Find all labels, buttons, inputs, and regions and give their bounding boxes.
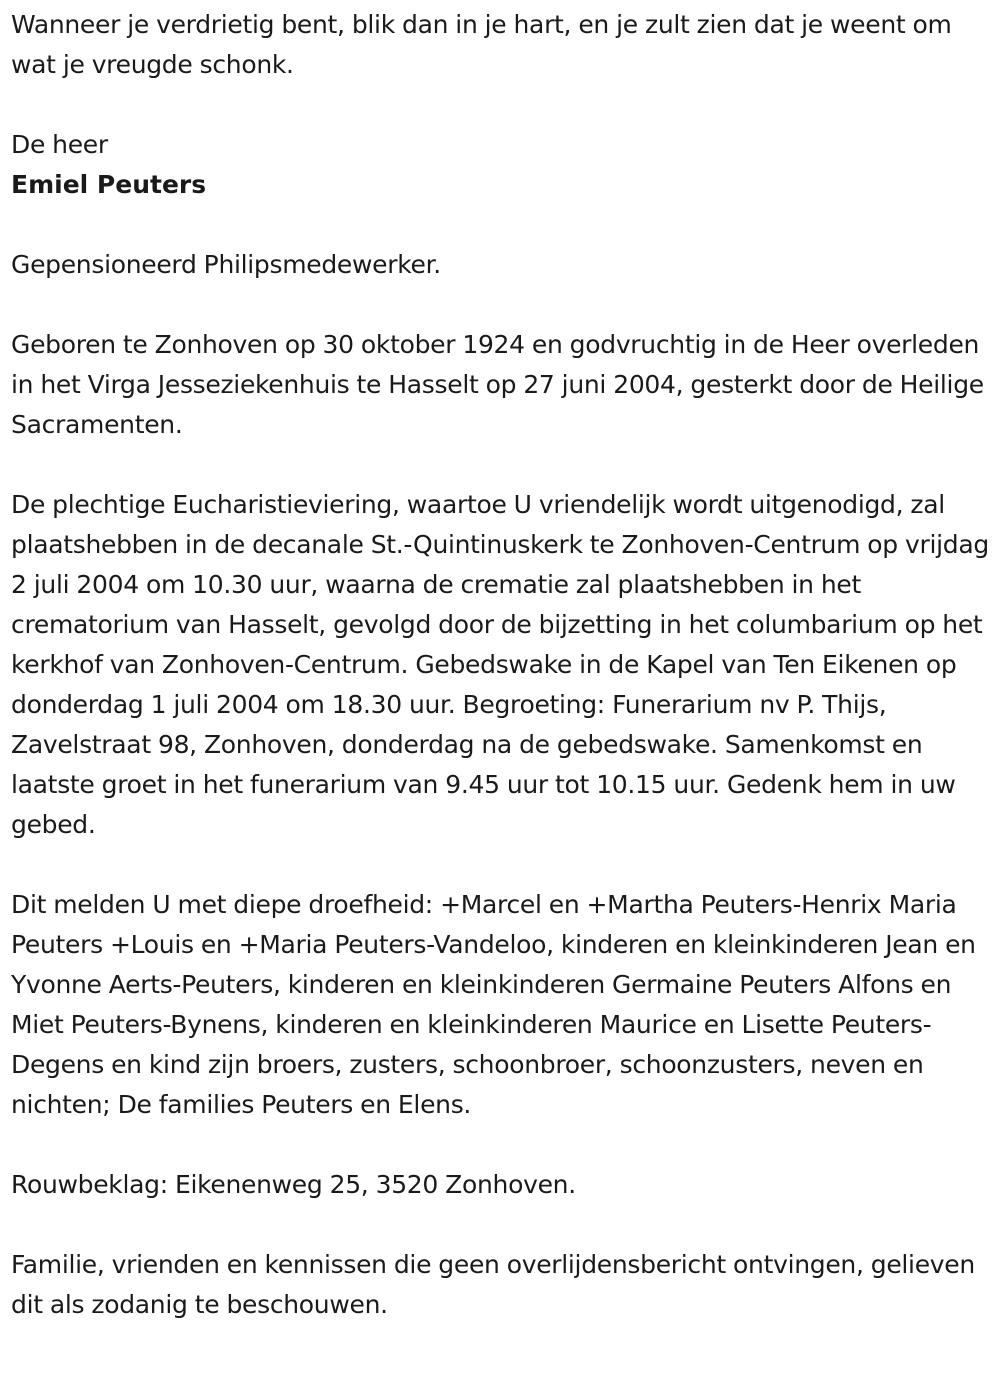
occupation: Gepensioneerd Philipsmedewerker. [11, 250, 441, 279]
ceremony-paragraph: De plechtige Eucharistieviering, waartoe U vriendelijk wordt uitgenodigd, zal plaatshebben in de decanale St.-Quintinuskerk te Zonhoven-Centrum op vrijdag 2 juli 2004 om 10.30 uur, waarna de crematie zal plaatshebben in het crematorium van Hasselt, gevolgd door de bijzetting in het columbarium op het kerkhof van Zonhoven-Centrum. Gebedswake in de Kapel van Ten Eikenen op donderdag 1 juli 2004 om 18.30 uur. Begroeting: Funerarium nv P. Thijs, Zavelstraat 98, Zonhoven, donderdag na de gebedswake. Samenkomst en laatste groet in het funerarium van 9.45 uur tot 10.15 uur. Gedenk hem in uw gebed. [11, 490, 989, 839]
condolence-address: Rouwbeklag: Eikenenweg 25, 3520 Zonhoven. [11, 1170, 576, 1199]
salutation: De heer [11, 130, 108, 159]
birth-death-paragraph: Geboren te Zonhoven op 30 oktober 1924 en godvruchtig in de Heer overleden in het Virga Jesseziekenhuis te Hasselt op 27 juni 2004, gesterkt door de Heilige Sacramenten. [11, 330, 984, 439]
closing-note: Familie, vrienden en kennissen die geen overlijdensbericht ontvingen, gelieven dit als zodanig te beschouwen. [11, 1250, 975, 1319]
obituary-document [11, 0, 993, 1325]
opening-quote: Wanneer je verdrietig bent, blik dan in je hart, en je zult zien dat je weent om wat je vreugde schonk. [11, 10, 952, 79]
family-paragraph: Dit melden U met diepe droefheid: +Marcel en +Martha Peuters-Henrix Maria Peuters +Louis en +Maria Peuters-Vandeloo, kinderen en kleinkinderen Jean en Yvonne Aerts-Peuters, kinderen en kleinkinderen Germaine Peuters Alfons en Miet Peuters-Bynens, kinderen en kleinkinderen Maurice en Lisette Peuters-Degens en kind zijn broers, zusters, schoonbroer, schoonzusters, neven en nichten; De families Peuters en Elens. [11, 890, 976, 1119]
deceased-name: Emiel Peuters [11, 170, 207, 199]
